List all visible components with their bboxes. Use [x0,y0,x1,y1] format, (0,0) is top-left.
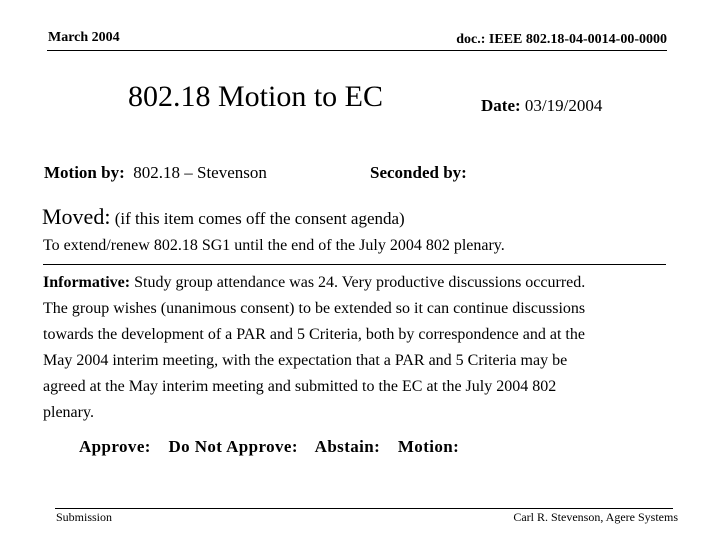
vote-do-not-approve: Do Not Approve: [168,437,298,456]
slide-title: 802.18 Motion to EC [128,80,384,113]
informative-line: The group wishes (unanimous consent) to be extended so it can continue discussions [43,300,586,317]
header-divider [47,50,667,51]
informative-line: agreed at the May interim meeting and submitted to the EC at the July 2004 802 [43,378,557,395]
vote-motion: Motion: [397,437,460,456]
informative-text: Study group attendance was 24. Very productive discussions occurred. [134,274,586,291]
header-doc-id: doc.: IEEE 802.18-04-0014-00-0000 [456,32,667,47]
footer-divider [55,508,673,509]
motion-by-value: 802.18 – Stevenson [133,163,267,182]
motion-by-key: Motion by: [44,163,125,182]
moved-key: Moved: [42,204,111,229]
date-value: 03/19/2004 [524,96,603,115]
vote-approve: Approve: [79,437,151,456]
header-date: March 2004 [48,30,120,45]
informative-key: Informative: [43,274,131,291]
informative-line [43,270,673,296]
informative-line: May 2004 interim meeting, with the expectation that a PAR and 5 Criteria may be [43,352,568,369]
informative-paragraph [43,270,673,426]
footer-author: Carl R. Stevenson, Agere Systems [513,510,678,524]
moved-field [42,204,405,230]
date-key: Date: [481,96,521,115]
informative-line: towards the development of a PAR and 5 Criteria, both by correspondence and at the [43,326,585,343]
informative-line: plenary. [43,404,94,421]
vote-abstain: Abstain: [314,437,381,456]
section-divider [43,264,666,265]
seconded-by-key: Seconded by: [370,163,467,182]
footer-submission: Submission [56,510,113,524]
moved-note: (if this item comes off the consent agenda) [114,209,405,228]
motion-text: To extend/renew 802.18 SG1 until the end of the July 2004 802 plenary. [43,237,505,254]
date-field [481,96,602,116]
vote-tally [79,437,472,457]
motion-by-field [44,163,267,183]
